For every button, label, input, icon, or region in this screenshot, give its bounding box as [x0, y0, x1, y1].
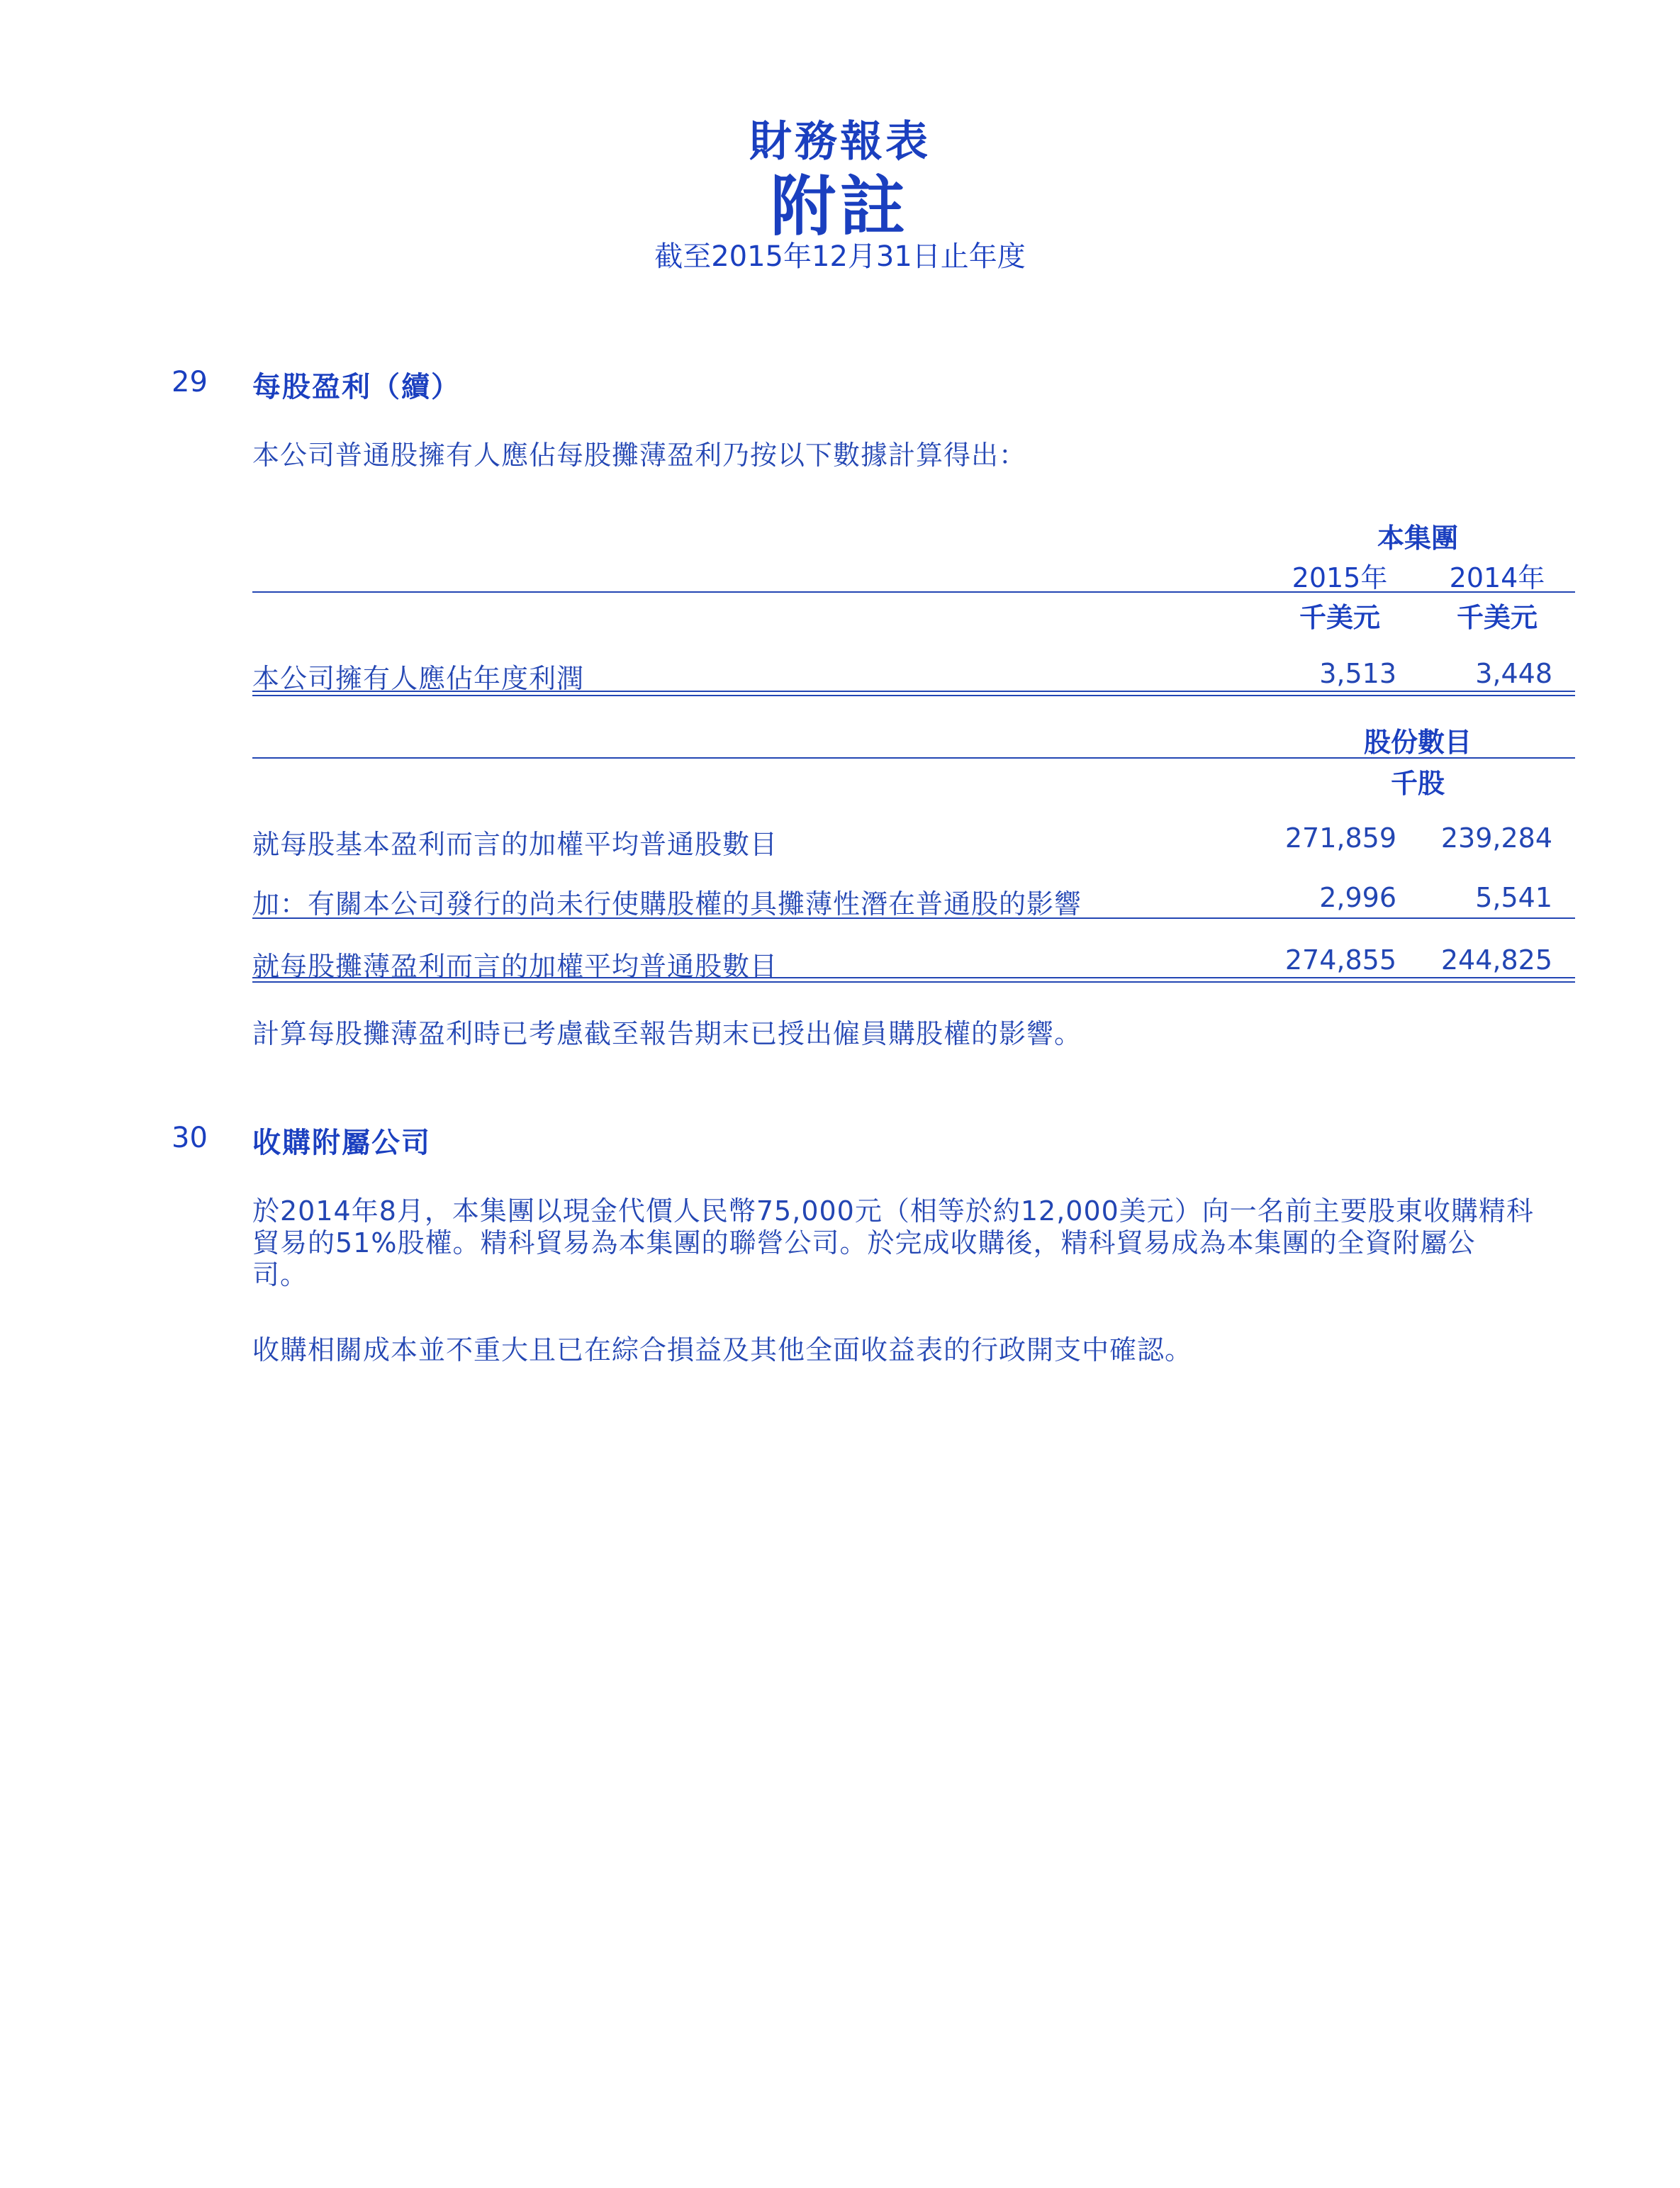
- section-29-title: 每股盈利（續）: [252, 371, 461, 403]
- group-label: 本集團: [1377, 523, 1458, 554]
- table-cell-2015: 2,996: [1319, 882, 1396, 913]
- table-row-label: 就每股攤薄盈利而言的加權平均普通股數目: [252, 951, 778, 982]
- paragraph-line: 司。: [252, 1259, 308, 1290]
- shares-label: 股份數目: [1363, 727, 1472, 758]
- col-2014-header: 2014年: [1449, 562, 1545, 593]
- section-30-paragraph-2: 收購相關成本並不重大且已在綜合損益及其他全面收益表的行政開支中確認。: [252, 1334, 1193, 1366]
- period-label: 截至2015年12月31日止年度: [654, 240, 1026, 273]
- unit-2015: 千美元: [1299, 602, 1380, 633]
- double-underline: [252, 691, 1575, 696]
- paragraph-line: 於2014年8月，本集團以現金代價人民幣75,000元（相等於約12,000美元）向一名前主要股東收購精科: [252, 1195, 1534, 1227]
- profit-row-label: 本公司擁有人應佔年度利潤: [252, 663, 585, 694]
- page-title: 財務報表: [749, 117, 931, 167]
- section-29-intro: 本公司普通股擁有人應佔每股攤薄盈利乃按以下數據計算得出：: [252, 440, 1027, 471]
- table-cell-2014: 244,825: [1440, 944, 1552, 976]
- table-cell-2015: 274,855: [1284, 944, 1396, 976]
- paragraph-line: 貿易的51%股權。精科貿易為本集團的聯營公司。於完成收購後，精科貿易成為本集團的全資附屬公: [252, 1227, 1476, 1258]
- profit-2015: 3,513: [1319, 658, 1396, 689]
- unit-shares: 千股: [1390, 768, 1445, 799]
- table-cell-2014: 239,284: [1440, 822, 1552, 854]
- section-29-number: 29: [172, 366, 208, 398]
- col-2015-header: 2015年: [1292, 562, 1388, 593]
- table-row-label: 加：有關本公司發行的尚未行使購股權的具攤薄性潛在普通股的影響: [252, 888, 1082, 920]
- table-divider: [252, 757, 1575, 759]
- table-cell-2014: 5,541: [1475, 882, 1552, 913]
- page-subtitle: 附註: [770, 169, 909, 245]
- section-30-paragraph-1: [252, 1195, 1571, 1291]
- table-row-label: 就每股基本盈利而言的加權平均普通股數目: [252, 829, 778, 860]
- table-divider: [252, 591, 1575, 593]
- section-29-note: 計算每股攤薄盈利時已考慮截至報告期末已授出僱員購股權的影響。: [252, 1018, 1082, 1049]
- double-underline: [252, 977, 1575, 983]
- table-divider: [252, 917, 1575, 919]
- profit-2014: 3,448: [1475, 658, 1552, 689]
- section-30-title: 收購附屬公司: [252, 1127, 431, 1159]
- section-30-number: 30: [172, 1122, 208, 1154]
- unit-2014: 千美元: [1456, 602, 1538, 633]
- table-cell-2015: 271,859: [1284, 822, 1396, 854]
